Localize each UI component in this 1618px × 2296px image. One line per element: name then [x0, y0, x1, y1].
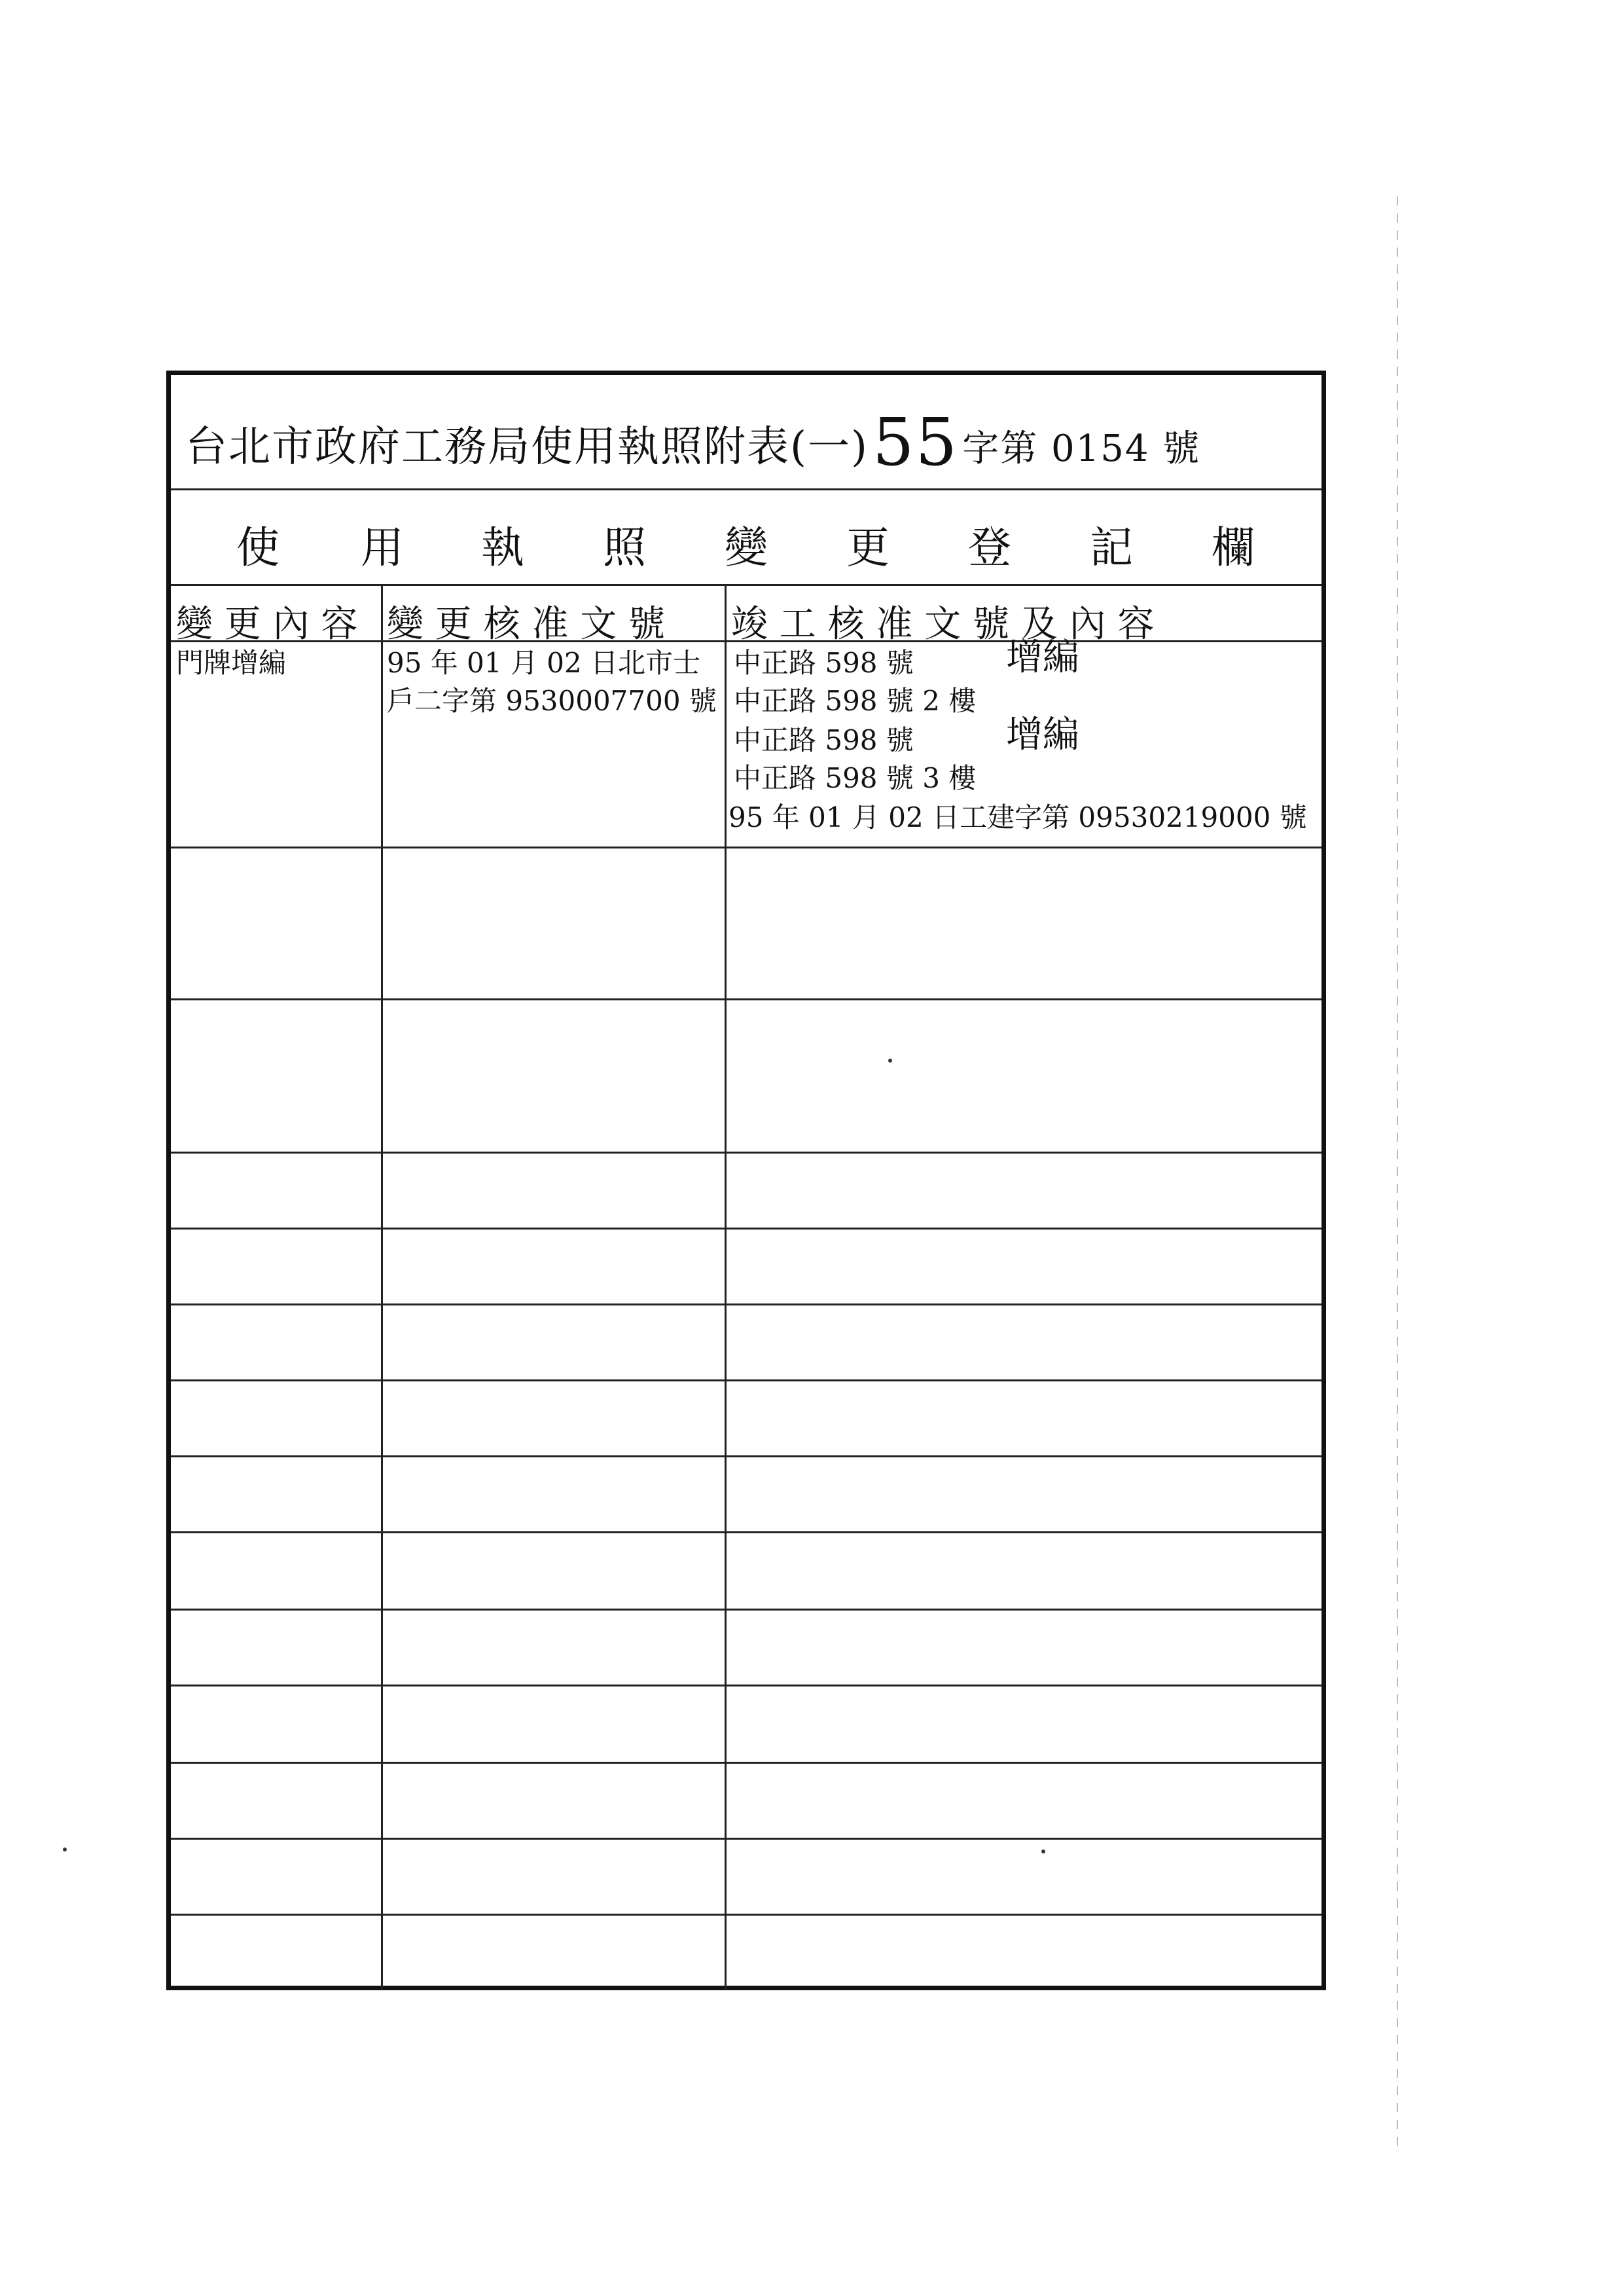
row-divider: [171, 998, 1321, 1000]
form-title: [185, 404, 1200, 481]
heading-char: 變: [725, 522, 768, 573]
column-divider: [725, 586, 727, 1990]
row-divider: [171, 847, 1321, 848]
row-divider: [171, 1152, 1321, 1154]
section-heading: [171, 490, 1321, 586]
entry-completion-line: 中正路 598 號 2 樓: [734, 685, 977, 717]
entry-completion-note: [1006, 714, 1079, 756]
entry-completion-line: 中正路 598 號: [734, 724, 914, 756]
entry-change-content: 門牌增編: [176, 647, 287, 679]
title-suffix: 字第 0154 號: [962, 428, 1201, 470]
heading-char: 登: [968, 522, 1011, 573]
entry-completion-line: 95 年 01 月 02 日工建字第 09530219000 號: [728, 801, 1307, 833]
scan-speck: [63, 1848, 67, 1851]
title-number: 55: [872, 404, 959, 481]
scan-speck: [888, 1059, 892, 1063]
row-divider: [171, 1685, 1321, 1686]
license-change-form: [166, 371, 1326, 1990]
title-prefix: 台北市政府工務局使用執照附表(一): [185, 423, 869, 471]
row-divider: [171, 1914, 1321, 1916]
row-divider: [171, 1531, 1321, 1533]
column-header-change-content: 變 更 內 容: [176, 603, 358, 646]
heading-char: 欄: [1212, 522, 1255, 573]
entry-approval-line: 95 年 01 月 02 日北市士: [387, 647, 701, 679]
heading-char: 記: [1090, 522, 1133, 573]
note-text: 增編: [1006, 714, 1079, 756]
column-header-completion-doc: 竣 工 核 准 文 號 及 內 容: [731, 603, 1155, 646]
row-divider: [171, 1303, 1321, 1305]
row-divider: [171, 1379, 1321, 1381]
heading-char: 執: [481, 522, 524, 573]
row-divider: [171, 1838, 1321, 1840]
scan-speck: [1041, 1850, 1045, 1853]
heading-char: 用: [361, 522, 404, 573]
title-row: [171, 375, 1321, 490]
heading-char: 更: [846, 522, 890, 573]
entry-approval-line: 戶二字第 9530007700 號: [387, 685, 717, 717]
row-divider: [171, 1762, 1321, 1764]
row-divider: [171, 1455, 1321, 1457]
scan-edge-line: [1397, 196, 1398, 2147]
row-divider: [171, 1609, 1321, 1611]
column-divider: [381, 586, 383, 1990]
entry-completion-line: 中正路 598 號: [734, 647, 914, 679]
row-divider: [171, 1228, 1321, 1230]
entry-completion-line: 中正路 598 號 3 樓: [734, 762, 977, 794]
column-header-approval-doc: 變 更 核 准 文 號: [387, 603, 666, 646]
column-header-row: [171, 586, 1321, 646]
heading-char: 使: [236, 522, 279, 573]
heading-char: 照: [603, 522, 646, 573]
note-text: 增編: [1006, 636, 1079, 679]
entry-completion-note: [1006, 636, 1079, 679]
